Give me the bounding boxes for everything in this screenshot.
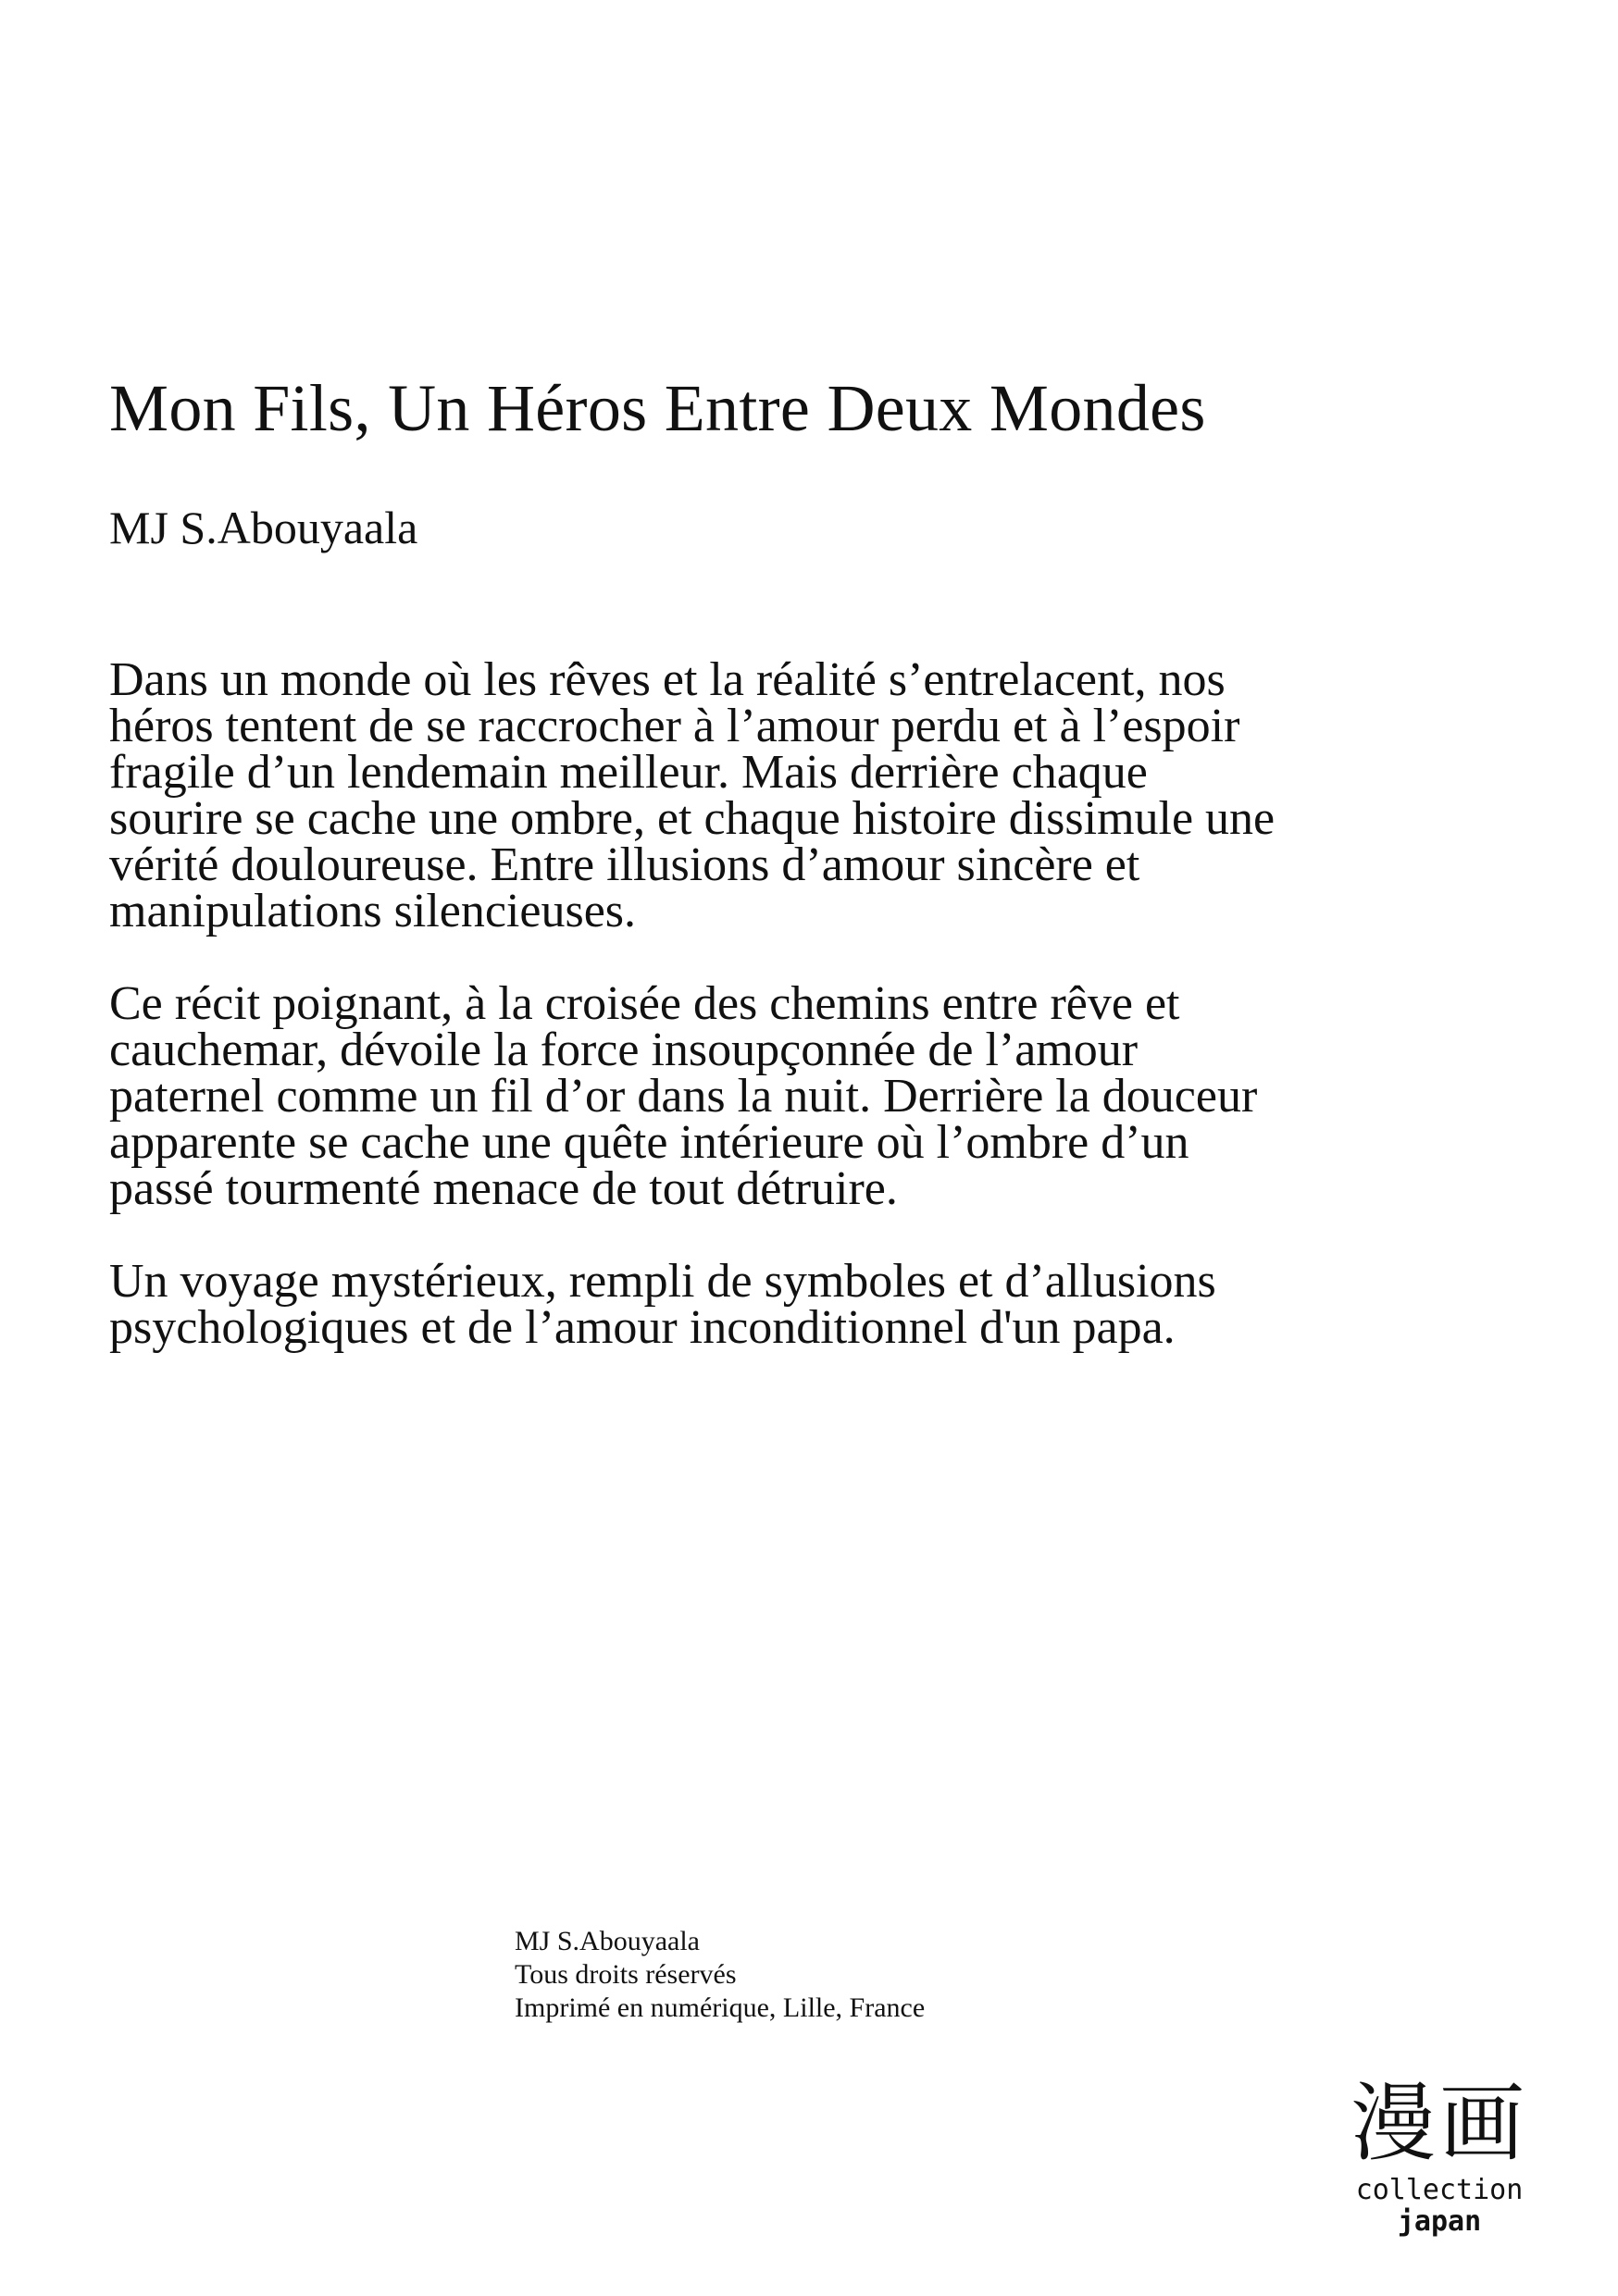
- book-blurb: [109, 653, 1276, 1397]
- colophon: [515, 1925, 925, 2025]
- collection-logo: [1333, 2073, 1546, 2238]
- blurb-paragraph: Ce récit poignant, à la croisée des chemins entre rêve et cauchemar, dévoile la force insoupçonnée de l’amour paternel comme un fil d’or dans la nuit. Derrière la douceur apparente se cache une quête intérieure où l’ombre d’un passé tourmenté menace de tout détruire.: [109, 977, 1258, 1215]
- colophon-printing: Imprimé en numérique, Lille, France: [515, 1992, 926, 2023]
- blurb-paragraph: Dans un monde où les rêves et la réalité s’entrelacent, nos héros tentent de se raccrocher à l’amour perdu et à l’espoir fragile d’un lendemain meilleur. Mais derrière chaque sourire se cache une ombre, et chaque histoire dissimule une vérité douloureuse. Entre illusions d’amour sincère et manipulations silencieuses.: [109, 653, 1276, 937]
- colophon-author: MJ S.Abouyaala: [515, 1926, 700, 1956]
- logo-kanji: 漫画: [1350, 2074, 1528, 2173]
- book-author: MJ S.Abouyaala: [109, 502, 418, 553]
- book-title: Mon Fils, Un Héros Entre Deux Mondes: [109, 371, 1206, 445]
- logo-collection-label: collection: [1355, 2174, 1524, 2206]
- colophon-rights: Tous droits réservés: [515, 1959, 737, 1990]
- blurb-paragraph: Un voyage mystérieux, rempli de symboles et d’allusions psychologiques et de l’amour inconditionnel d'un papa.: [109, 1255, 1216, 1354]
- logo-japan-label: japan: [1397, 2205, 1482, 2238]
